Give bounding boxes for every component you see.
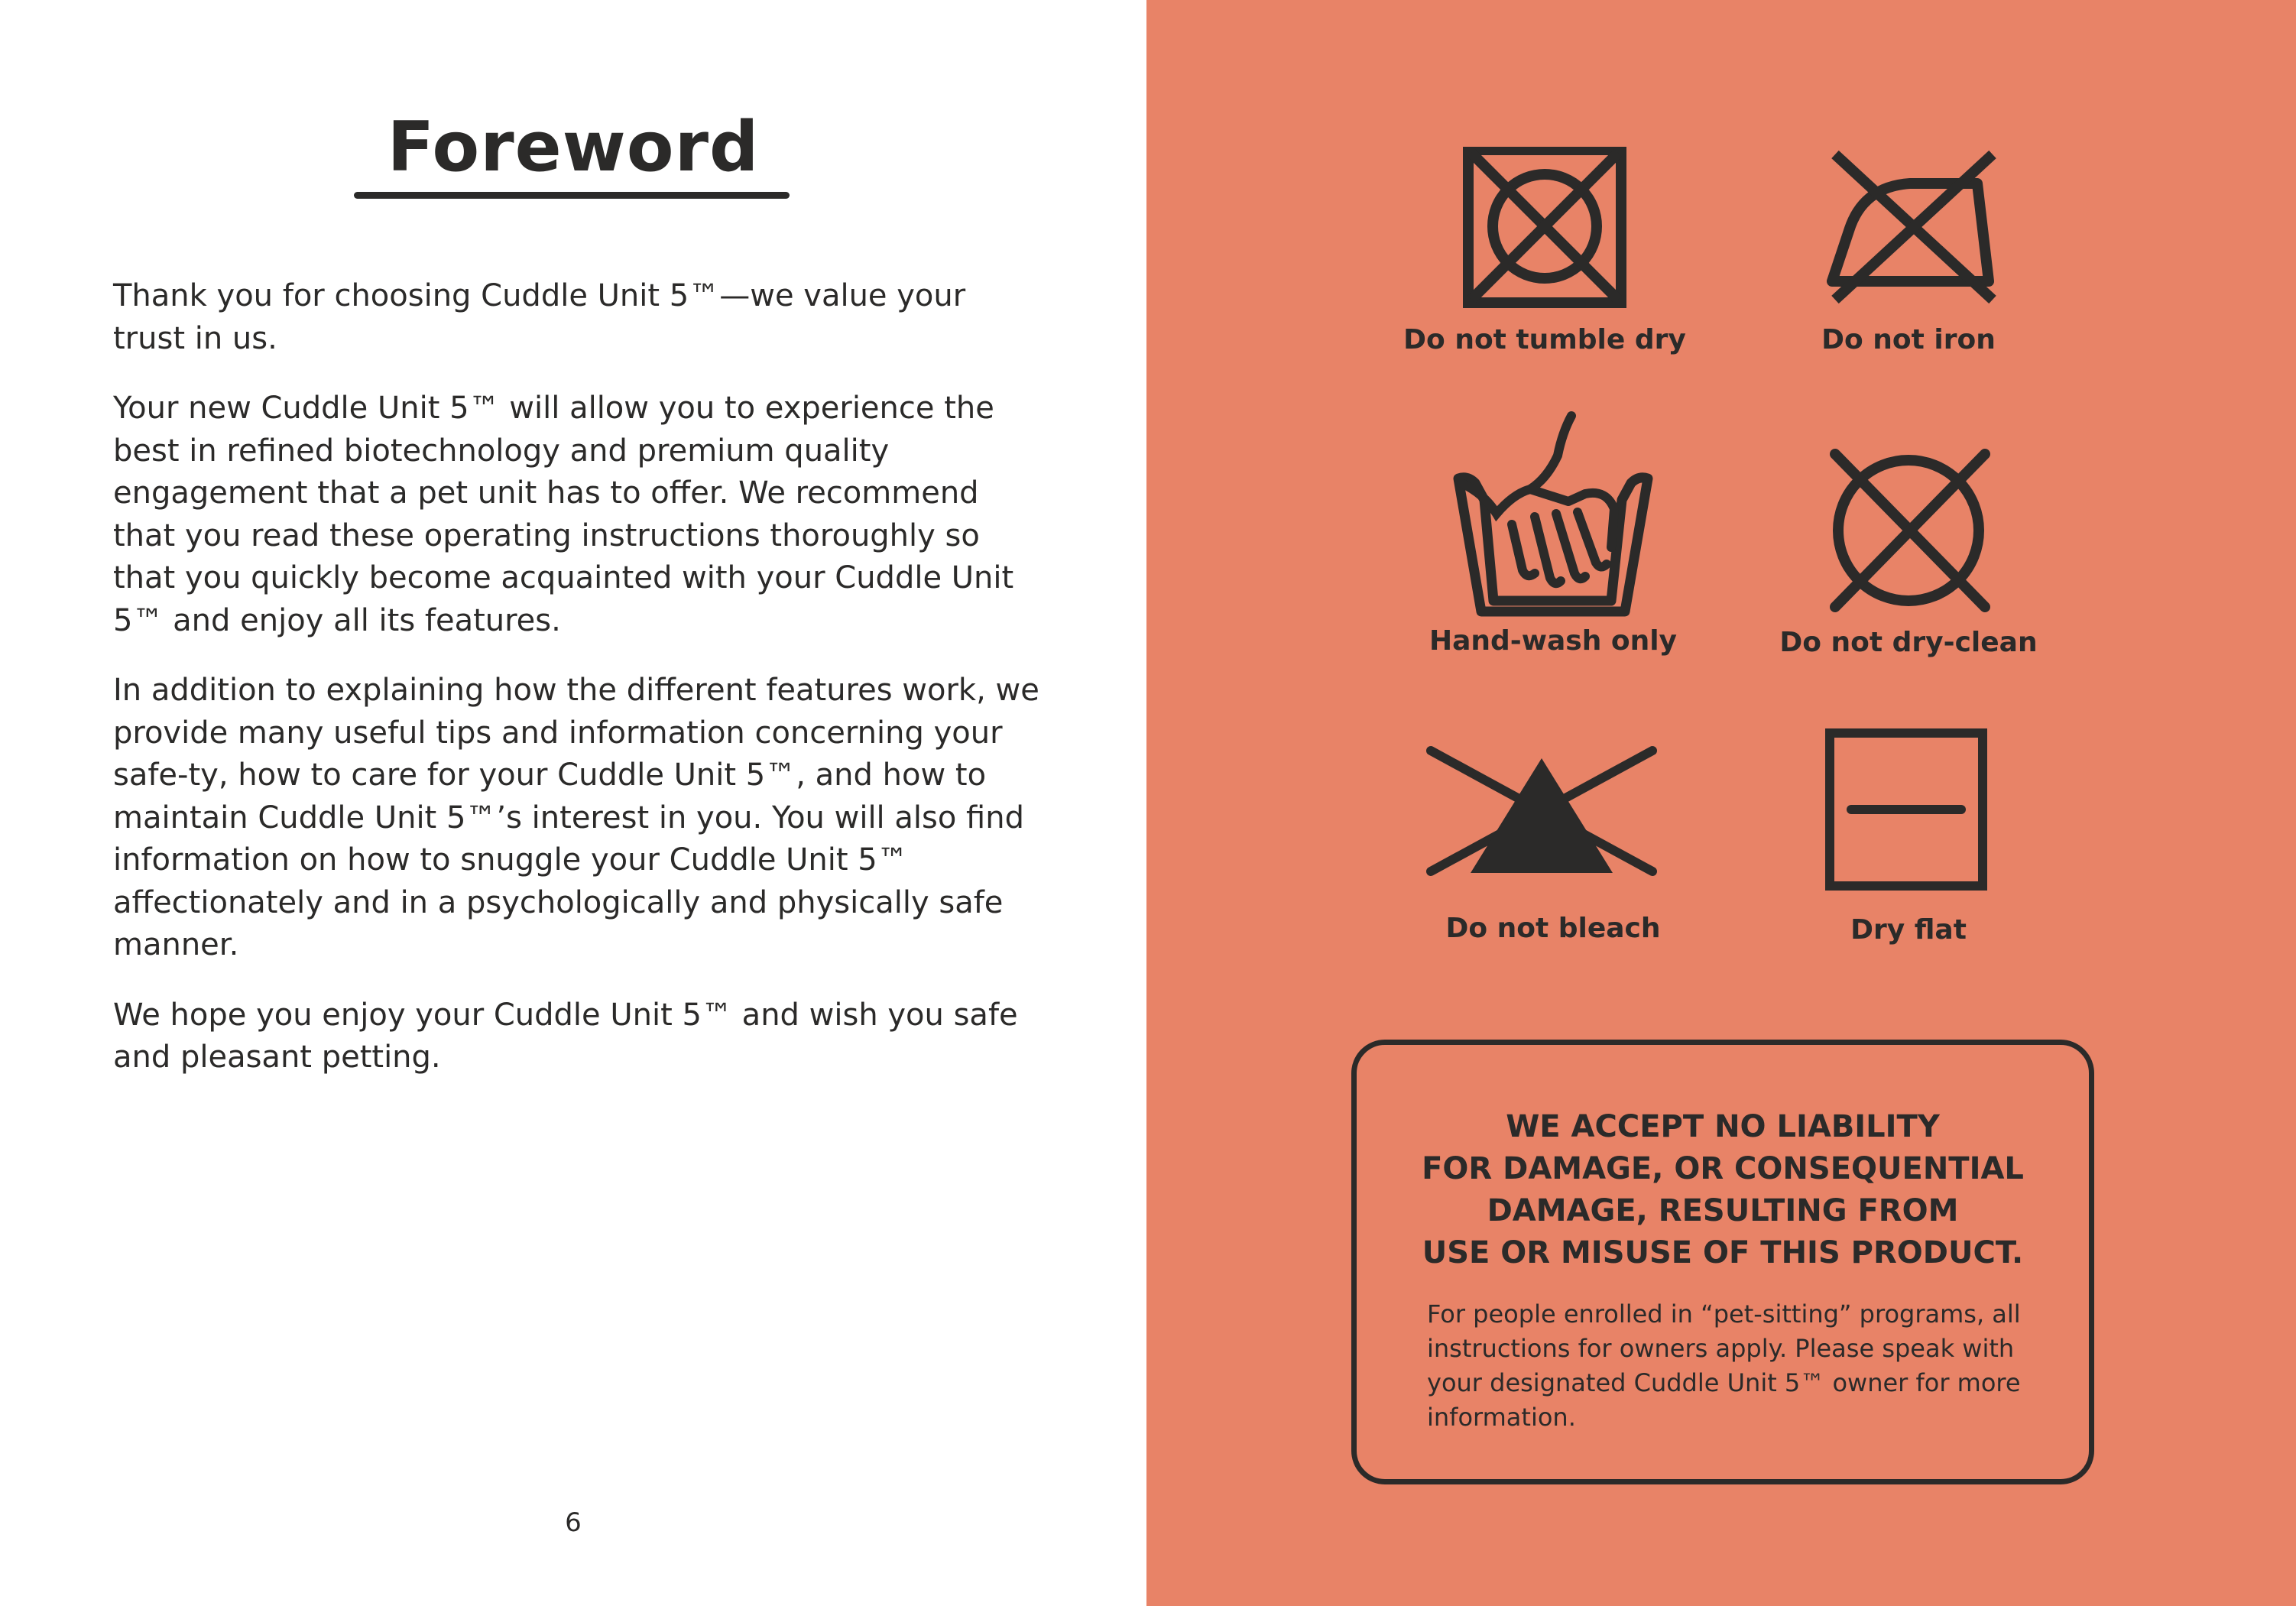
foreword-paragraph: In addition to explaining how the different features work, we provide many useful tips and information concerning your safe-ty, how to care for your Cuddle Unit 5™, and how to maintain Cuddle Unit 5™’s interest in you. You will also find information on how to snuggle your Cuddle Unit 5™ affectionately and in a psychologically and physically safe manner.	[113, 673, 1039, 962]
dry-flat-icon	[1740, 728, 2077, 896]
liability-heading-line: WE ACCEPT NO LIABILITY	[1506, 1109, 1940, 1144]
care-symbol-dry-flat	[1740, 728, 2077, 957]
liability-heading-line: DAMAGE, RESULTING FROM	[1487, 1193, 1959, 1228]
foreword-paragraph: Thank you for choosing Cuddle Unit 5™—we value your trust in us.	[113, 278, 966, 356]
liability-heading-line: USE OR MISUSE OF THIS PRODUCT.	[1422, 1235, 2024, 1270]
pet-sitting-note: For people enrolled in “pet-sitting” programs, all instructions for owners apply. Please speak with your designated Cuddle Unit 5™ owner for more information.	[1427, 1299, 2021, 1432]
care-symbol-do-not-tumble-dry	[1377, 147, 1713, 368]
care-symbol-hand-wash	[1385, 410, 1721, 670]
care-symbol-do-not-dry-clean	[1740, 446, 2077, 668]
do-not-iron-icon	[1740, 147, 2077, 315]
liability-notice	[1351, 1040, 2094, 1484]
liability-heading-line: FOR DAMAGE, OR CONSEQUENTIAL	[1422, 1151, 2024, 1186]
left-page	[0, 0, 1146, 1606]
hand-wash-icon	[1385, 410, 1721, 624]
care-label: Do not dry-clean	[1779, 627, 2038, 658]
foreword-body	[113, 275, 1046, 1107]
do-not-bleach-icon	[1385, 743, 1721, 881]
care-label: Do not iron	[1821, 324, 1996, 355]
title-underline	[354, 192, 790, 199]
care-symbol-do-not-iron	[1740, 147, 2077, 368]
care-label: Do not bleach	[1445, 913, 1661, 944]
liability-heading	[1357, 1106, 2089, 1274]
care-label: Hand-wash only	[1429, 625, 1678, 657]
do-not-tumble-dry-icon	[1377, 147, 1713, 315]
do-not-dry-clean-icon	[1740, 446, 2077, 615]
care-symbol-do-not-bleach	[1385, 743, 1721, 957]
page-number: 6	[565, 1507, 582, 1538]
page-title: Foreword	[387, 107, 760, 187]
care-label: Do not tumble dry	[1403, 324, 1686, 355]
foreword-paragraph: Your new Cuddle Unit 5™ will allow you to experience the best in refined biotechnology and premium quality engagement that a pet unit has to offer. We recommend that you read these operating instructions thoroughly so that you quickly become acquainted with your Cuddle Unit 5™ and enjoy all its features.	[113, 391, 1014, 638]
foreword-paragraph: We hope you enjoy your Cuddle Unit 5™ and wish you safe and pleasant petting.	[113, 997, 1018, 1075]
care-label: Dry flat	[1850, 914, 1967, 946]
